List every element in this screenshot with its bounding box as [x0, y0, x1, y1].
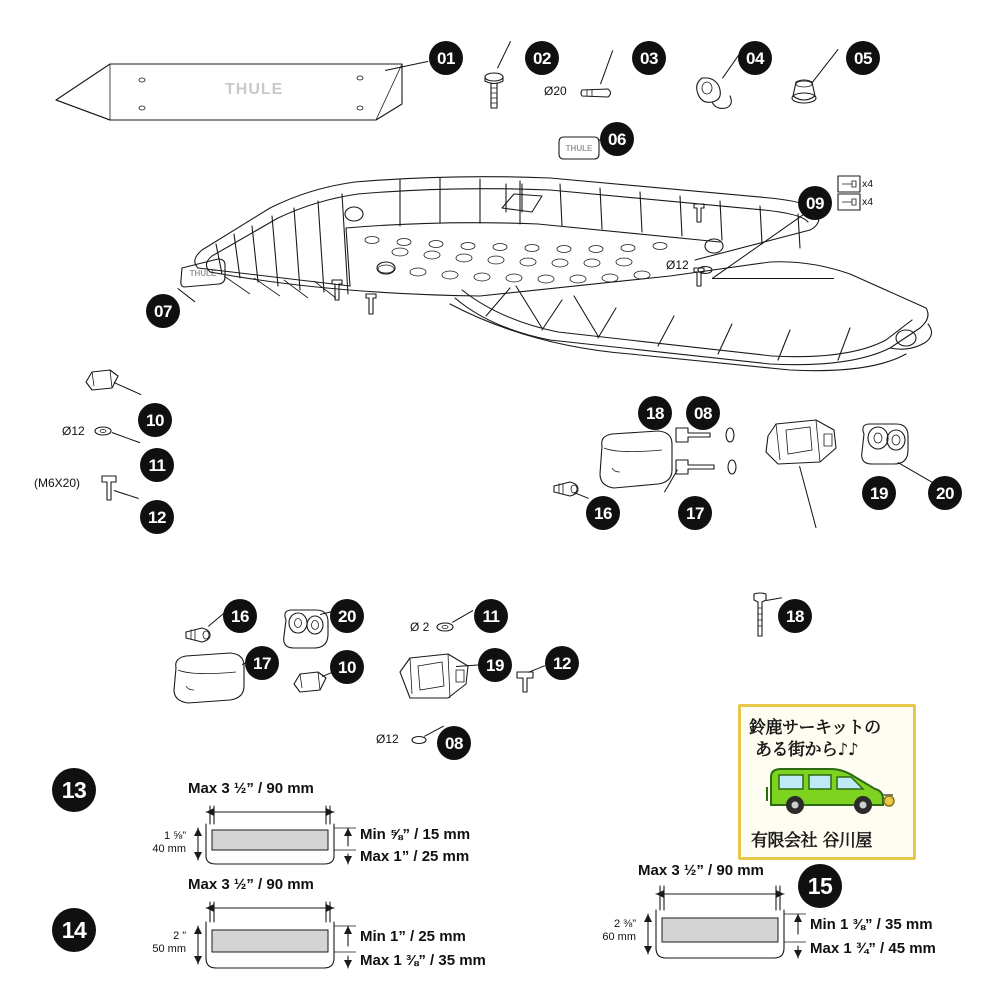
stamp-line-3: 有限会社 谷川屋: [751, 831, 872, 851]
dimension-diagram-14: [110, 876, 510, 986]
leader-11-lower: [452, 610, 473, 623]
callout-11: 11: [140, 448, 174, 482]
callout-08: 08: [437, 726, 471, 760]
callout-02: 02: [525, 41, 559, 75]
dim13-right-label-2: Max 1” / 25 mm: [360, 848, 470, 865]
part-05-knob: [786, 78, 822, 110]
part-06-logo-plate: [556, 134, 602, 162]
dim13-top-label: Max 3 ½” / 90 mm: [188, 780, 314, 797]
callout-17: 17: [678, 496, 712, 530]
part-12-tnut-bolt: [96, 472, 122, 506]
dim15-top-label: Max 3 ½” / 90 mm: [638, 862, 764, 879]
dim14-right-label-2: Max 1 ⅜” / 35 mm: [360, 952, 486, 969]
basket-fasteners: [326, 278, 396, 328]
shop-stamp: [738, 704, 916, 860]
dimension-diagram-13: [110, 780, 510, 890]
svg-text:THULE: THULE: [565, 144, 593, 153]
dim15-right-label-2: Max 1 ¾” / 45 mm: [810, 940, 936, 957]
callout-10: 10: [330, 650, 364, 684]
part-11-washer: [92, 424, 114, 438]
callout-18: 18: [638, 396, 672, 430]
part-03-pin: [578, 84, 616, 102]
callout-16: 16: [586, 496, 620, 530]
leader-02: [497, 41, 511, 68]
van-illustration: [759, 757, 899, 821]
label-d12-left: Ø12: [62, 424, 85, 438]
callout-19: 19: [478, 648, 512, 682]
callout-20: 20: [928, 476, 962, 510]
label-d12-basket: Ø12: [666, 258, 689, 272]
callout-17: 17: [245, 646, 279, 680]
callout-03: 03: [632, 41, 666, 75]
stamp-line-1: 鈴鹿サーキットの: [749, 718, 881, 738]
svg-text:THULE: THULE: [189, 269, 217, 278]
part-02-bolt: [482, 70, 506, 112]
leader-11: [112, 432, 141, 443]
label-x4-a: x4: [862, 178, 874, 190]
dim14-top-label: Max 3 ½” / 90 mm: [188, 876, 314, 893]
part-04-clamp: [692, 72, 738, 114]
dimension-diagram-15: [560, 862, 980, 977]
basket-fasteners-right: [688, 202, 718, 292]
callout-20: 20: [330, 599, 364, 633]
callout-06: 06: [600, 122, 634, 156]
dim14-left-label: 2 ” 50 mm: [152, 930, 186, 955]
dim14-right-label-1: Min 1” / 25 mm: [360, 928, 466, 945]
part-10-bracket-lower: [288, 668, 332, 696]
part-19-foot-lower: [396, 650, 480, 706]
svg-text:THULE: THULE: [225, 81, 284, 98]
callout-18: 18: [778, 599, 812, 633]
leader-03: [600, 50, 613, 84]
label-d12-lower: Ø12: [376, 732, 399, 746]
callout-12: 12: [140, 500, 174, 534]
dim15-right-label-1: Min 1 ⅜” / 35 mm: [810, 916, 933, 933]
callout-12: 12: [545, 646, 579, 680]
label-x4-b: x4: [862, 196, 874, 208]
part-10-bracket: [80, 366, 124, 394]
part-09-washer: [694, 264, 716, 276]
part-16-lock-core: [550, 478, 584, 500]
label-d20: Ø20: [544, 84, 567, 98]
label-m6x20: (M6X20): [34, 476, 81, 490]
label-d2-lower: Ø 2: [410, 620, 430, 634]
part-18-bolts-mid: [670, 424, 750, 480]
part-17-cover: [592, 428, 680, 494]
part-01-fairing: [50, 58, 410, 138]
callout-16: 16: [223, 599, 257, 633]
callout-09: 09: [798, 186, 832, 220]
callout-15: 15: [798, 864, 842, 908]
part-17-cover-lower: [168, 650, 256, 706]
callout-01: 01: [429, 41, 463, 75]
callout-10: 10: [138, 403, 172, 437]
callout-14: 14: [52, 908, 96, 952]
dim13-right-label-1: Min ⅝” / 15 mm: [360, 826, 471, 843]
callout-04: 04: [738, 41, 772, 75]
callout-07: 07: [146, 294, 180, 328]
part-16-lock-core-lower: [182, 624, 216, 646]
leader-05: [812, 49, 839, 83]
leader-09b: [712, 278, 834, 279]
callout-08: 08: [686, 396, 720, 430]
callout-05: 05: [846, 41, 880, 75]
dim15-left-label: 2 ⅜” 60 mm: [602, 918, 636, 943]
callout-19: 19: [862, 476, 896, 510]
leader-19-mid: [799, 466, 817, 528]
callout-13: 13: [52, 768, 96, 812]
part-20-double-clamp: [856, 420, 916, 472]
stamp-line-2: ある街から♪♪: [755, 740, 859, 760]
part-12-tnut-lower: [512, 668, 538, 698]
callout-11: 11: [474, 599, 508, 633]
part-08-washer-lower: [408, 734, 430, 746]
part-19-foot-mid: [762, 416, 846, 472]
dim13-left-label: 1 ⅝” 40 mm: [152, 830, 186, 855]
